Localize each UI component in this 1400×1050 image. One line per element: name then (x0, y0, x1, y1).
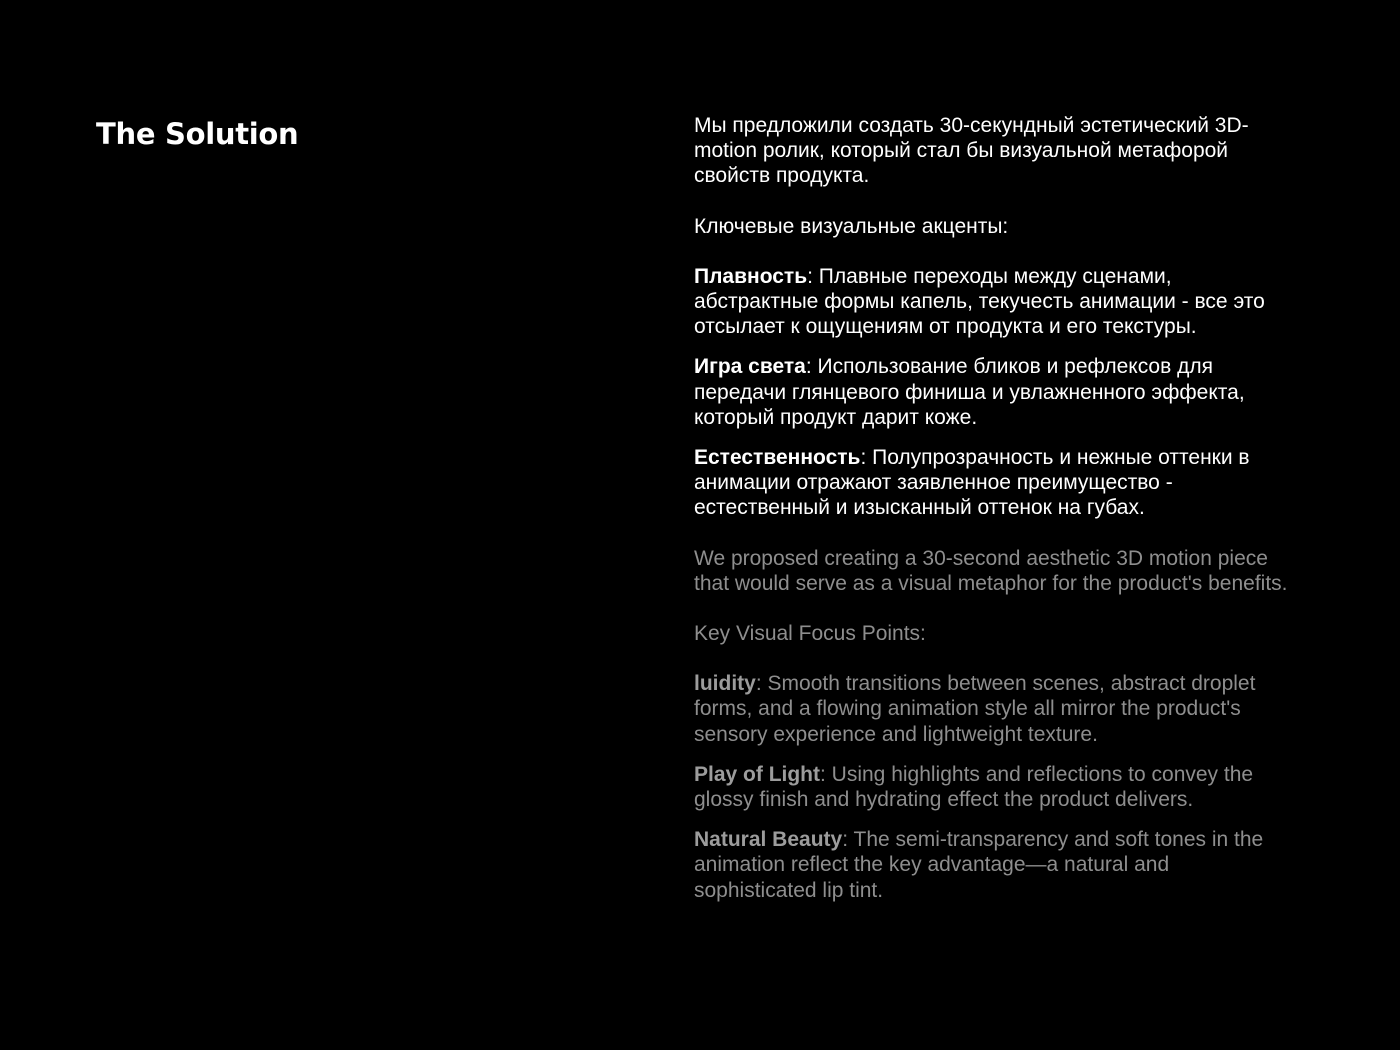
ru-point-fluidity (694, 264, 1294, 340)
page-title: The Solution (96, 117, 299, 151)
en-point-text: : The semi-transparency and soft tones in the animation reflect the key advantage—a natural and sophisticated lip tint. (694, 828, 1264, 902)
ru-point-light (694, 354, 1294, 430)
ru-point-term: Игра света (694, 355, 806, 379)
en-point-text: : Smooth transitions between scenes, abstract droplet forms, and a flowing animation style all mirror the product's sensory experience and lightweight texture. (694, 672, 1256, 746)
en-point-term: Play of Light (694, 762, 820, 786)
en-point-natural-beauty (694, 827, 1294, 903)
ru-intro-paragraph: Мы предложили создать 30-секундный эстетический 3D-motion ролик, который стал бы визуальной метафорой свойств продукта. (694, 114, 1249, 188)
en-point-light (694, 762, 1294, 812)
en-point-fluidity (694, 671, 1294, 747)
ru-point-text: : Полупрозрачность и нежные оттенки в анимации отражают заявленное преимущество - естественный и изысканный оттенок на губах. (694, 446, 1250, 520)
ru-point-text: : Использование бликов и рефлексов для передачи глянцевого финиша и увлажненного эффекта, который продукт дарит коже. (694, 355, 1245, 429)
en-point-text: : Using highlights and reflections to convey the glossy finish and hydrating effect the product delivers. (694, 762, 1254, 812)
solution-text-column (694, 113, 1294, 903)
ru-point-term: Естественность (694, 446, 861, 470)
ru-point-term: Плавность (694, 264, 808, 288)
en-accents-heading: Key Visual Focus Points: (694, 622, 926, 646)
ru-accents-heading: Ключевые визуальные акценты: (694, 214, 1009, 238)
en-intro-paragraph: We proposed creating a 30-second aesthetic 3D motion piece that would serve as a visual metaphor for the product's benefits. (694, 546, 1288, 595)
ru-point-naturalness (694, 445, 1294, 521)
en-point-term: Natural Beauty (694, 828, 843, 852)
ru-point-text: : Плавные переходы между сценами, абстрактные формы капель, текучесть анимации - все это отсылает к ощущениям от продукта и его текстуры. (694, 264, 1265, 339)
en-point-term: luidity (694, 672, 756, 696)
